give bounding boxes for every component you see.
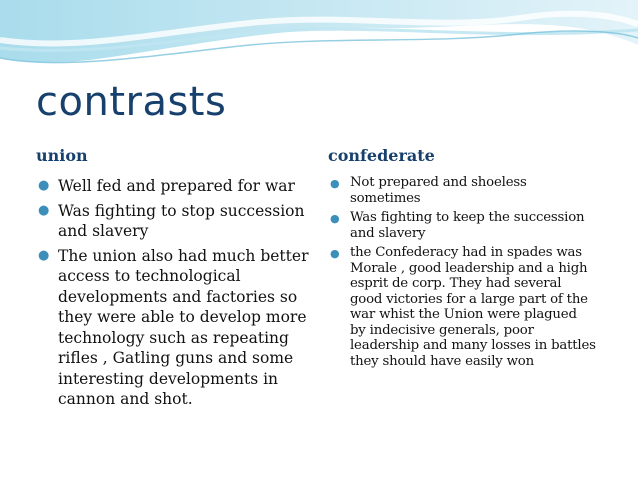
bullet-icon: ● xyxy=(38,247,50,263)
column-heading-union: union xyxy=(36,146,88,165)
bullet-icon: ● xyxy=(330,247,340,260)
list-item-text: Well fed and prepared for war xyxy=(58,177,295,195)
list-item xyxy=(328,175,596,206)
list-item xyxy=(328,210,596,241)
union-bullet-list xyxy=(36,176,316,414)
bullet-icon: ● xyxy=(330,212,340,225)
list-item-text: Not prepared and shoeless sometimes xyxy=(350,175,527,206)
bullet-icon: ● xyxy=(38,202,50,218)
list-item-text: Was fighting to keep the succession and slavery xyxy=(350,210,585,241)
list-item xyxy=(36,246,316,410)
list-item-text: The union also had much better access to technological developments and factories so they were able to develop more technology such as repeating rifles , Gatling guns and some interesting developments in cannon and shot. xyxy=(58,246,309,408)
bullet-icon: ● xyxy=(38,178,50,193)
bullet-icon: ● xyxy=(330,177,340,190)
header-wave-decoration xyxy=(0,0,638,80)
list-item-text: Was fighting to stop succession and slavery xyxy=(58,201,305,240)
list-item-text: the Confederacy had in spades was Morale , good leadership and a high esprit de corp. They had several good victories for a large part of the war whist the Union were plagued by indecisive generals, poor leadership and many losses in battles they should have easily won xyxy=(350,245,596,369)
list-item xyxy=(36,201,316,242)
column-heading-confederate: confederate xyxy=(328,146,435,165)
list-item xyxy=(328,245,596,369)
confederate-bullet-list xyxy=(328,175,596,373)
page-title: contrasts xyxy=(36,79,227,125)
list-item xyxy=(36,176,316,197)
